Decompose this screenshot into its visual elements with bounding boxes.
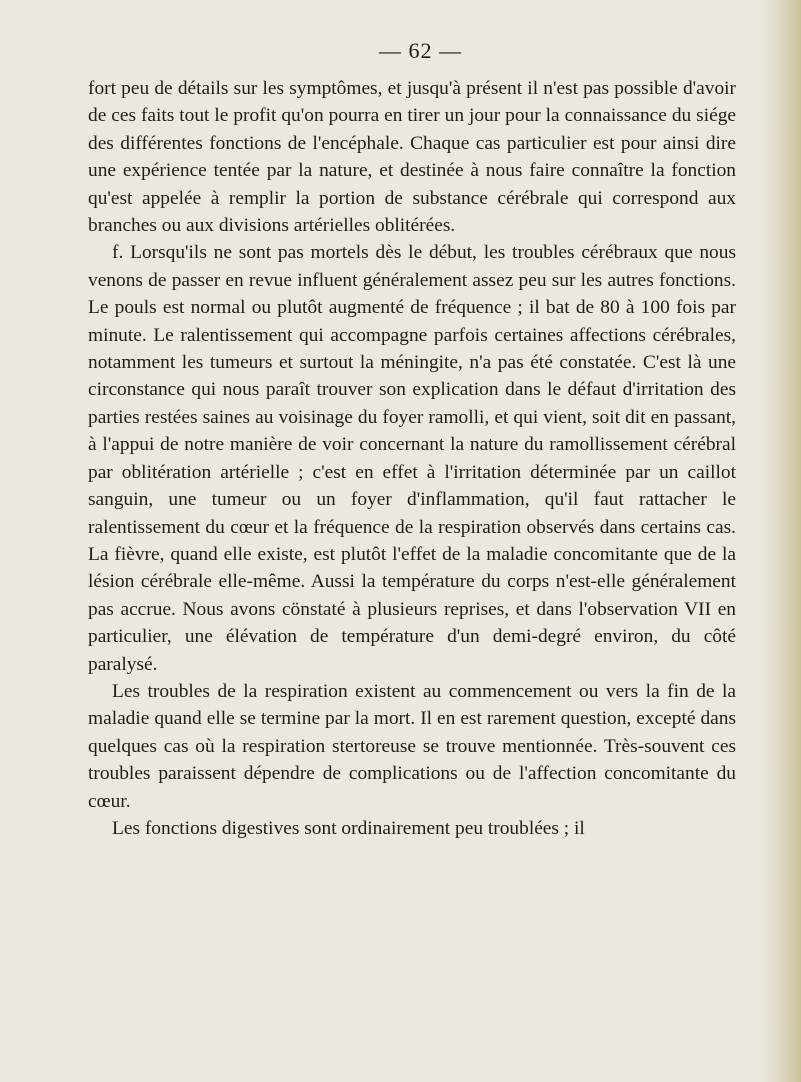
- page-number-header: [0, 38, 801, 64]
- paragraph-3: Les troubles de la respiration existent au commencement ou vers la fin de la maladie quand elle se termine par la mort. Il en est rarement question, excepté dans quelques cas où la respiration stertoreuse se trouve mentionnée. Très-souvent ces troubles paraissent dépendre de complications ou de l'affection concomitante du cœur.: [88, 680, 736, 812]
- page-number: — 62 —: [379, 38, 462, 63]
- page-body: [88, 75, 736, 842]
- paragraph-4: Les fonctions digestives sont ordinairement peu troublées ; il: [112, 817, 585, 839]
- paragraph-2: f. Lorsqu'ils ne sont pas mortels dès le début, les troubles cérébraux que nous venons de passer en revue influent généralement assez peu sur les autres fonctions. Le pouls est normal ou plutôt augmenté de fréquence ; il bat de 80 à 100 fois par minute. Le ralentissement qui accompagne parfois certaines affections cérébrales, notamment les tumeurs et surtout la méningite, n'a pas été constatée. C'est là une circonstance qui nous paraît trouver son explication dans le défaut d'irritation des parties restées saines au voisinage du foyer ramolli, et qui vient, soit dit en passant, à l'appui de notre manière de voir concernant la nature du ramollissement cérébral par oblitération artérielle ; c'est en effet à l'irritation déterminée par un caillot sanguin, une tumeur ou un foyer d'inflammation, qu'il faut rattacher le ralentissement du cœur et la fréquence de la respiration observés dans certains cas. La fièvre, quand elle existe, est plutôt l'effet de la maladie concomitante que de la lésion cérébrale elle-même. Aussi la température du corps n'est-elle généralement pas accrue. Nous avons cönstaté à plusieurs reprises, et dans l'observation VII en particulier, une élévation de température d'un demi-degré environ, du côté paralysé.: [88, 242, 736, 675]
- paragraph-1: fort peu de détails sur les symptômes, et jusqu'à présent il n'est pas possible d'avoir de ces faits tout le profit qu'on pourra en tirer un jour pour la connaissance du siége des différentes fonctions de l'encéphale. Chaque cas particulier est pour ainsi dire une expérience tentée par la nature, et destinée à nous faire connaître la fonction qu'est appelée à remplir la portion de substance cérébrale qui correspond aux branches ou aux divisions artérielles oblitérées.: [88, 78, 736, 237]
- page-edge-shadow: [759, 0, 801, 1082]
